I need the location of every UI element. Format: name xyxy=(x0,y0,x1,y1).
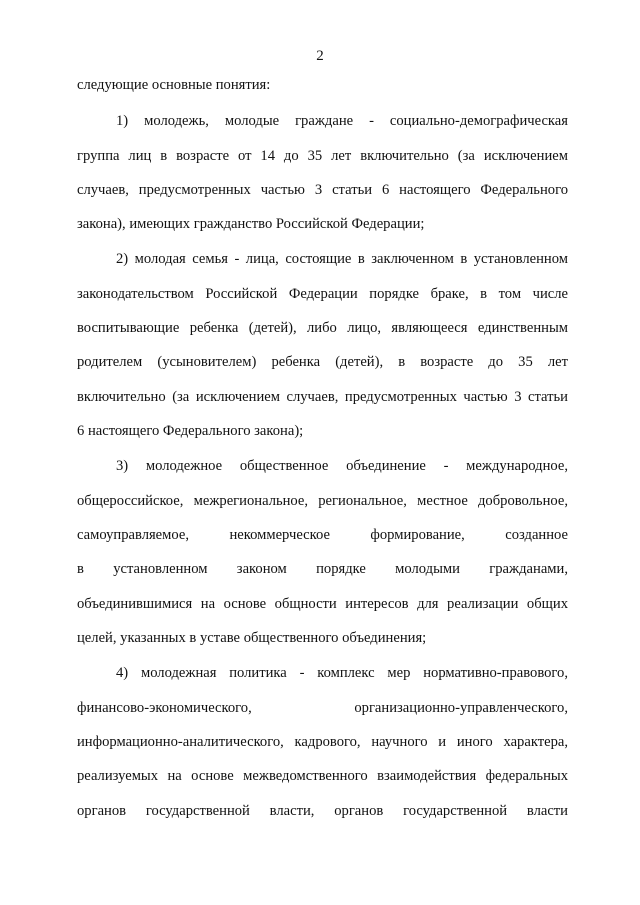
text-line: общероссийское, межрегиональное, региональное, местное добровольное, xyxy=(77,493,568,509)
text-line: финансово-экономического, организационно-управленческого, xyxy=(77,700,568,716)
text-line: в установленном законом порядке молодыми гражданами, xyxy=(77,561,568,577)
text-line: группа лиц в возрасте от 14 до 35 лет включительно (за исключением xyxy=(77,148,568,164)
text-line: самоуправляемое, некоммерческое формирование, созданное xyxy=(77,527,568,543)
text-line: объединившимися на основе общности интересов для реализации общих xyxy=(77,596,568,612)
text-line: органов государственной власти, органов государственной власти xyxy=(77,803,568,819)
text-line: целей, указанных в уставе общественного объединения; xyxy=(77,630,427,646)
text-line: 6 настоящего Федерального закона); xyxy=(77,423,304,439)
text-line: следующие основные понятия: xyxy=(77,77,271,93)
text-line: 4) молодежная политика - комплекс мер нормативно-правового, xyxy=(116,665,568,681)
text-line: 2) молодая семья - лица, состоящие в заключенном в установленном xyxy=(116,251,568,267)
text-line: родителем (усыновителем) ребенка (детей), в возрасте до 35 лет xyxy=(77,354,568,370)
page-number: 2 xyxy=(316,48,324,64)
text-line: закона), имеющих гражданство Российской Федерации; xyxy=(77,216,425,232)
text-line: законодательством Российской Федерации порядке браке, в том числе xyxy=(77,286,568,302)
text-line: 3) молодежное общественное объединение - международное, xyxy=(116,458,568,474)
text-line: случаев, предусмотренных частью 3 статьи 6 настоящего Федерального xyxy=(77,182,568,198)
text-line: 1) молодежь, молодые граждане - социально-демографическая xyxy=(116,113,568,129)
text-line: реализуемых на основе межведомственного взаимодействия федеральных xyxy=(77,768,568,784)
text-line: включительно (за исключением случаев, предусмотренных частью 3 статьи xyxy=(77,389,568,405)
text-line: воспитывающие ребенка (детей), либо лицо, являющееся единственным xyxy=(77,320,568,336)
text-line: информационно-аналитического, кадрового, научного и иного характера, xyxy=(77,734,568,750)
